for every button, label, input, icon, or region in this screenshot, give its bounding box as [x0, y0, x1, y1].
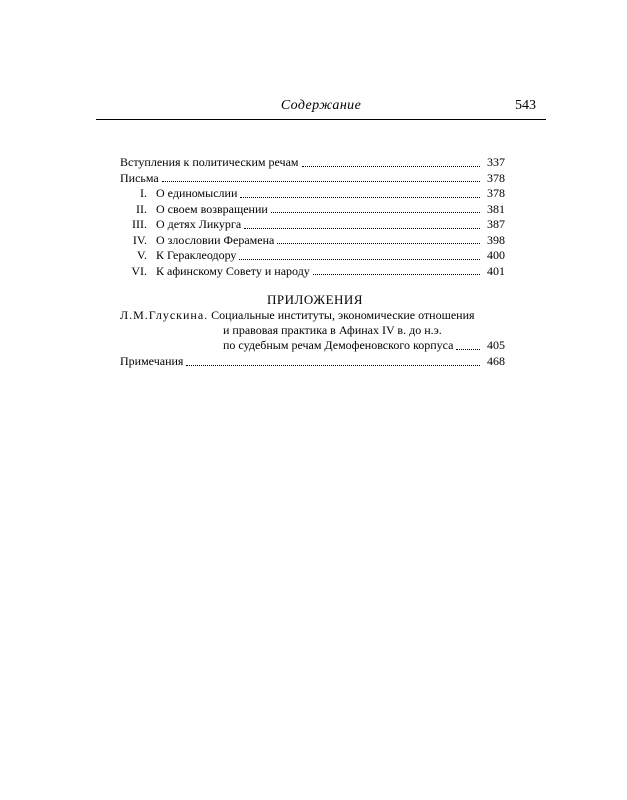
toc-entry-text: Примечания	[120, 354, 184, 368]
appendix-page: 405	[487, 338, 505, 352]
appendix-author: Л.М.Глускина.	[120, 308, 209, 322]
toc-entry	[120, 171, 505, 187]
toc-entry-page: 378	[487, 170, 505, 185]
toc-entry-notes	[120, 354, 505, 370]
toc-entry-number: III.	[132, 217, 147, 231]
toc-entry-number: I.	[140, 186, 147, 200]
leader-dots	[162, 180, 480, 182]
running-header	[96, 98, 546, 122]
toc-entry-text: О детях Ликурга	[156, 217, 242, 231]
toc-entry	[125, 264, 505, 280]
toc-entry-number: VI.	[131, 263, 147, 278]
appendix-title-line-3: по судебным речам Демофеновского корпуса	[223, 338, 454, 352]
appendix-title-line-1: Социальные институты, экономические отношения	[211, 308, 475, 322]
leader-dots	[456, 348, 480, 350]
toc-entry	[125, 233, 505, 249]
toc-entry	[120, 155, 505, 171]
toc-entry-page: 381	[487, 201, 505, 216]
toc-entry	[125, 248, 505, 264]
toc-entry-text: К афинскому Совету и народу	[156, 263, 310, 278]
toc-entry-text: К Гераклеодору	[156, 248, 237, 262]
toc-entry-page: 378	[487, 186, 505, 200]
leader-dots	[271, 211, 480, 213]
toc-entry-text: Вступления к политическим речам	[120, 155, 299, 169]
toc-entry-page: 337	[487, 155, 505, 169]
toc-entry-page: 387	[487, 217, 505, 231]
leader-dots	[240, 196, 480, 198]
appendix-entry	[120, 308, 505, 354]
toc-entry-text: О своем возвращении	[156, 201, 268, 216]
leader-dots	[302, 165, 481, 167]
toc-entry-number: IV.	[132, 232, 147, 247]
appendix-title-line-2: и правовая практика в Афинах IV в. до н.э.	[223, 323, 442, 337]
toc-entry	[125, 217, 505, 233]
leader-dots	[244, 227, 480, 229]
appendix-line-3	[223, 338, 505, 353]
running-title: Содержание	[280, 98, 362, 113]
toc-entry-page: 398	[487, 232, 505, 247]
toc-entry-page: 401	[487, 263, 505, 278]
toc-entry-number: II.	[136, 201, 147, 216]
toc-entry-text: О единомыслии	[156, 186, 238, 200]
appendix-line-1	[120, 308, 475, 323]
toc-entry-number: V.	[136, 248, 147, 262]
table-of-contents	[120, 155, 505, 370]
toc-entry-page: 468	[487, 354, 505, 368]
leader-dots	[186, 364, 480, 366]
toc-entry-text: О злословии Ферамена	[156, 232, 275, 247]
appendix-heading: ПРИЛОЖЕНИЯ	[267, 292, 363, 307]
leader-dots	[239, 258, 480, 260]
toc-entry	[125, 202, 505, 218]
page-number: 543	[515, 98, 536, 113]
toc-entry-page: 400	[487, 248, 505, 262]
leader-dots	[277, 242, 480, 244]
toc-entry	[125, 186, 505, 202]
header-rule	[96, 119, 546, 120]
toc-entry-text: Письма	[120, 170, 159, 185]
leader-dots	[313, 273, 480, 275]
